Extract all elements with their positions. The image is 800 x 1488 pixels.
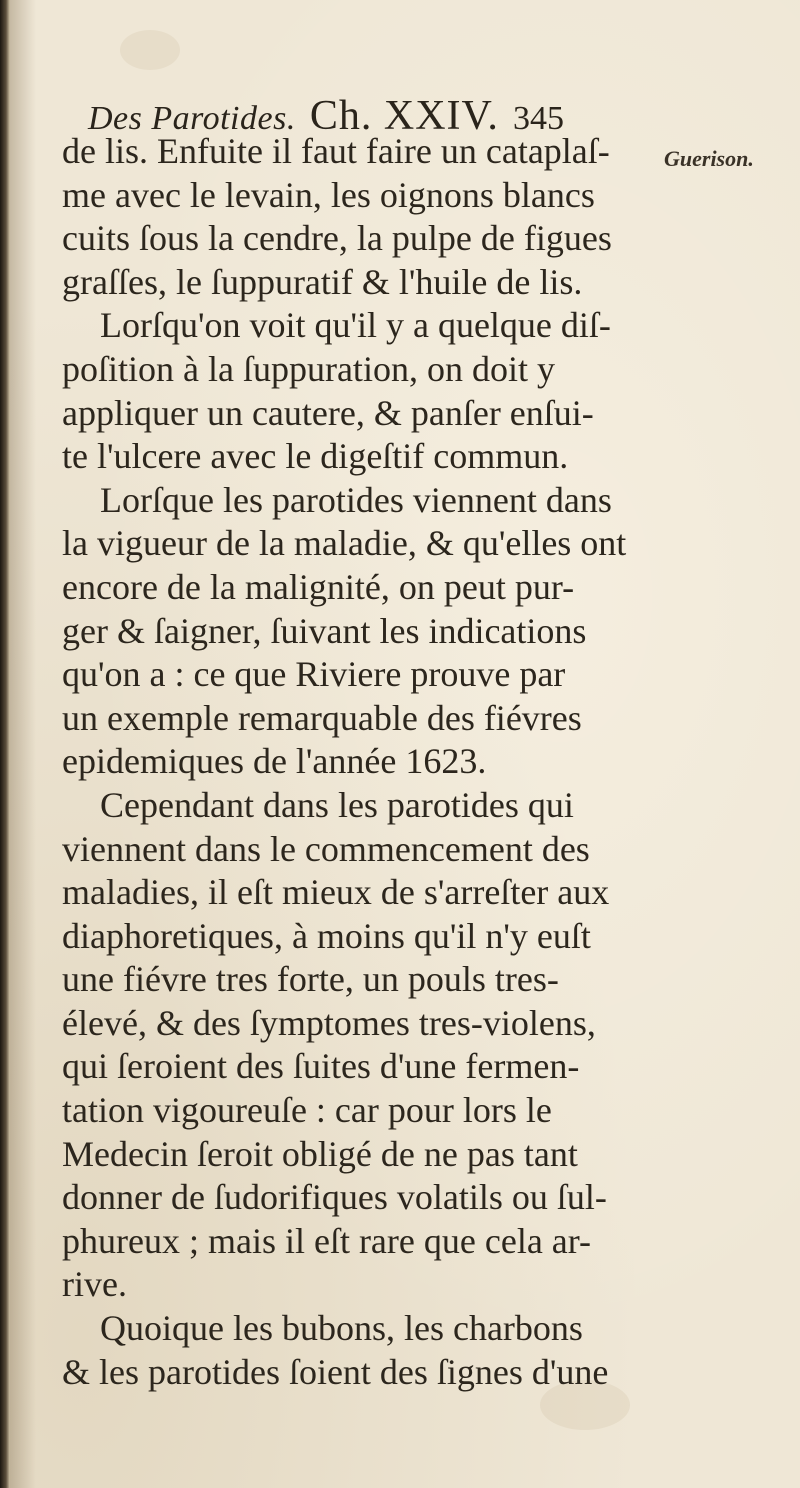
text-line: un exemple remarquable des fiévres bbox=[62, 697, 582, 738]
text-line: & les parotides ſoient des ſignes d'une bbox=[62, 1351, 609, 1392]
page-gutter-shadow bbox=[10, 0, 36, 1488]
text-line: Lorſqu'on voit qu'il y a quelque diſ- bbox=[100, 305, 611, 346]
text-line: une fiévre tres forte, un pouls tres- bbox=[62, 959, 559, 1000]
text-line: epidemiques de l'année 1623. bbox=[62, 741, 487, 782]
text-line: Quoique les bubons, les charbons bbox=[100, 1308, 583, 1349]
body-text bbox=[62, 130, 662, 1394]
text-line: phureux ; mais il eſt rare que cela ar- bbox=[62, 1220, 592, 1261]
text-line: Lorſque les parotides viennent dans bbox=[100, 479, 612, 520]
text-line: me avec le levain, les oignons blancs bbox=[62, 174, 595, 215]
text-line: viennent dans le commencement des bbox=[62, 828, 590, 869]
running-title: Des Parotides. bbox=[88, 100, 296, 137]
chapter-number: Ch. XXIV. bbox=[309, 93, 499, 139]
text-line: tation vigoureuſe : car pour lors le bbox=[62, 1090, 552, 1131]
text-line: Medecin ſeroit obligé de ne pas tant bbox=[62, 1133, 578, 1174]
text-line: diaphoretiques, à moins qu'il n'y euſt bbox=[62, 915, 591, 956]
text-line: te l'ulcere avec le digeſtif commun. bbox=[62, 436, 569, 477]
margin-note: Guerison. bbox=[664, 146, 754, 171]
text-line: poſition à la ſuppuration, on doit y bbox=[62, 348, 555, 389]
text-line: appliquer un cautere, & panſer enſui- bbox=[62, 392, 594, 433]
text-line: graſſes, le ſuppuratif & l'huile de lis. bbox=[62, 261, 583, 302]
text-line: encore de la malignité, on peut pur- bbox=[62, 566, 575, 607]
text-line: qu'on a : ce que Riviere prouve par bbox=[62, 654, 566, 695]
text-line: maladies, il eſt mieux de s'arreſter aux bbox=[62, 872, 610, 913]
page-binding-edge bbox=[0, 0, 10, 1488]
text-line: élevé, & des ſymptomes tres-violens, bbox=[62, 1002, 596, 1043]
text-line: qui ſeroient des ſuites d'une fermen- bbox=[62, 1046, 580, 1087]
text-line: cuits ſous la cendre, la pulpe de figues bbox=[62, 218, 612, 259]
page-number: 345 bbox=[512, 100, 564, 137]
text-line: rive. bbox=[62, 1264, 127, 1305]
text-line: Cependant dans les parotides qui bbox=[100, 784, 574, 825]
text-line: donner de ſudorifiques volatils ou ſul- bbox=[62, 1177, 607, 1218]
text-line: ger & ſaigner, ſuivant les indications bbox=[62, 610, 587, 651]
text-line: de lis. Enfuite il faut faire un cataplaſ- bbox=[62, 131, 610, 171]
text-line: la vigueur de la maladie, & qu'elles ont bbox=[62, 523, 627, 564]
paper-stain bbox=[120, 30, 180, 70]
